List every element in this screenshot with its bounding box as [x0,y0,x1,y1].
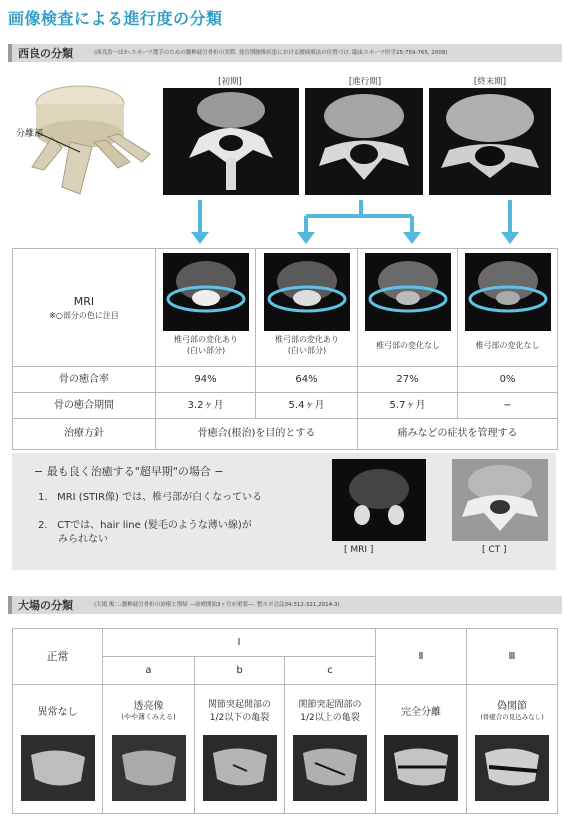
note-item-2 [38,519,252,533]
desc-cell [103,685,195,813]
union-rate-value: 27% [358,367,458,393]
mri-caption-sub: (白い部分) [186,346,226,355]
mri-image [163,253,249,331]
desc-main: 偽関節 [497,701,527,712]
desc-main: 異常なし [37,707,78,718]
xray-image [475,735,549,801]
stage-label-early: [初期] [218,77,242,87]
note-item-1 [38,491,262,505]
group1-header: Ⅰ [103,629,376,657]
xray-image [203,735,277,801]
group3-header: Ⅲ [467,629,557,685]
desc-main: 透亮像 [133,701,164,712]
ohba-classification-table [12,628,558,814]
union-rate-value: 0% [458,367,557,393]
union-period-value: 3.2ヶ月 [156,393,256,419]
desc-cell [285,685,376,813]
sub-header-a: a [103,657,195,685]
desc-cell [195,685,285,813]
note-item-num: 1. [38,492,48,503]
note-item-2-cont: みられない [58,534,108,545]
mri-cell [156,249,256,367]
desc-main: 完全分離 [401,707,441,718]
section-header-saira [8,44,562,62]
section-reference: (大場 俊二:腰椎疲労骨折の治療と復帰 ―治療開始3ヶ月が重要―. 整スポ会誌34:312-321,2014-3) [94,602,340,608]
mri-image-label: [ MRI ] [344,545,374,555]
mri-image [264,253,350,331]
note-item-num: 2. [38,520,48,531]
policy-right: 痛みなどの症状を管理する [397,428,518,439]
mri-image [365,253,451,331]
row-label-policy: 治療方針 [13,419,156,449]
desc-main: 関節突起間部の [207,700,271,710]
section-title: 大場の分類 [18,599,73,612]
desc-cell [467,685,557,813]
mri-caption: 椎弓部の変化あり [275,335,339,344]
note-item-text: MRI (STIR像) では、椎弓部が白くなっている [57,492,263,503]
row-label-union-period: 骨の癒合期間 [13,393,156,419]
union-period-value: 5.7ヶ月 [358,393,458,419]
xray-image [293,735,367,801]
sub-header-b: b [195,657,285,685]
mri-caption: 椎弓部の変化なし [475,341,540,350]
bone-label: 分離部 [16,129,44,139]
desc-cell [376,685,467,813]
ct-image-label: [ CT ] [482,545,507,555]
stage-label-terminal: [終末期] [473,77,507,87]
page-title: 画像検査による進行度の分類 [8,9,223,28]
desc-sub: 1/2以上の亀裂 [300,713,360,723]
desc-cell [13,685,103,813]
ct-early-image [452,459,548,541]
mri-row-note: ※○部分の色に注目 [49,311,119,320]
mri-outcome-table [12,248,558,450]
section-title: 西良の分類 [18,47,73,60]
policy-left: 骨癒合(根治)を目的とする [156,419,358,449]
mri-row-header: MRI [73,295,95,308]
desc-sub: (やや薄くみえる) [121,713,176,721]
vertebra-illustration [22,82,157,200]
union-period-value: 5.4ヶ月 [256,393,358,419]
desc-sub: (骨癒合の見込みなし) [480,713,544,721]
xray-image [112,735,186,801]
section-header-ohba [8,596,562,614]
union-rate-value: 64% [256,367,358,393]
mri-caption: 椎弓部の変化なし [376,341,440,350]
section-reference: (西良浩一ほか:スポーツ選手のための腰椎疲労骨折の実際. 発育期腰椎疾患における腰痛療法の位置づけ. 臨床スポーツ医学25:759-765, 2008) [94,50,448,56]
ct-image-early [163,88,299,195]
union-rate-value: 94% [156,367,256,393]
ct-image-progressive [305,88,423,195]
mri-caption-sub: (白い部分) [287,346,327,355]
mri-cell [256,249,358,367]
mri-stir-image [332,459,426,541]
ct-image-terminal [429,88,551,195]
mri-caption: 椎弓部の変化あり [174,335,238,344]
early-stage-note [12,453,556,570]
mri-cell [458,249,557,367]
group2-header: Ⅱ [376,629,467,685]
desc-sub: 1/2以下の亀裂 [209,713,270,723]
stage-label-progressive: [進行期] [348,77,382,87]
normal-header: 正常 [13,629,103,685]
desc-main: 関節突起間部の [298,700,362,710]
union-period-value: − [458,393,557,419]
xray-image [384,735,458,801]
row-label-union-rate: 骨の癒合率 [13,367,156,393]
sub-header-c: c [285,657,376,685]
note-item-text: CTでは、hair line (髪毛のような薄い線)が [57,520,252,531]
mri-image [465,253,551,331]
xray-image [21,735,95,801]
mri-cell [358,249,458,367]
note-heading: − 最も良く治癒する"超早期"の場合 − [34,465,224,478]
stage-arrows [160,196,560,248]
mri-header-cell [13,249,156,367]
